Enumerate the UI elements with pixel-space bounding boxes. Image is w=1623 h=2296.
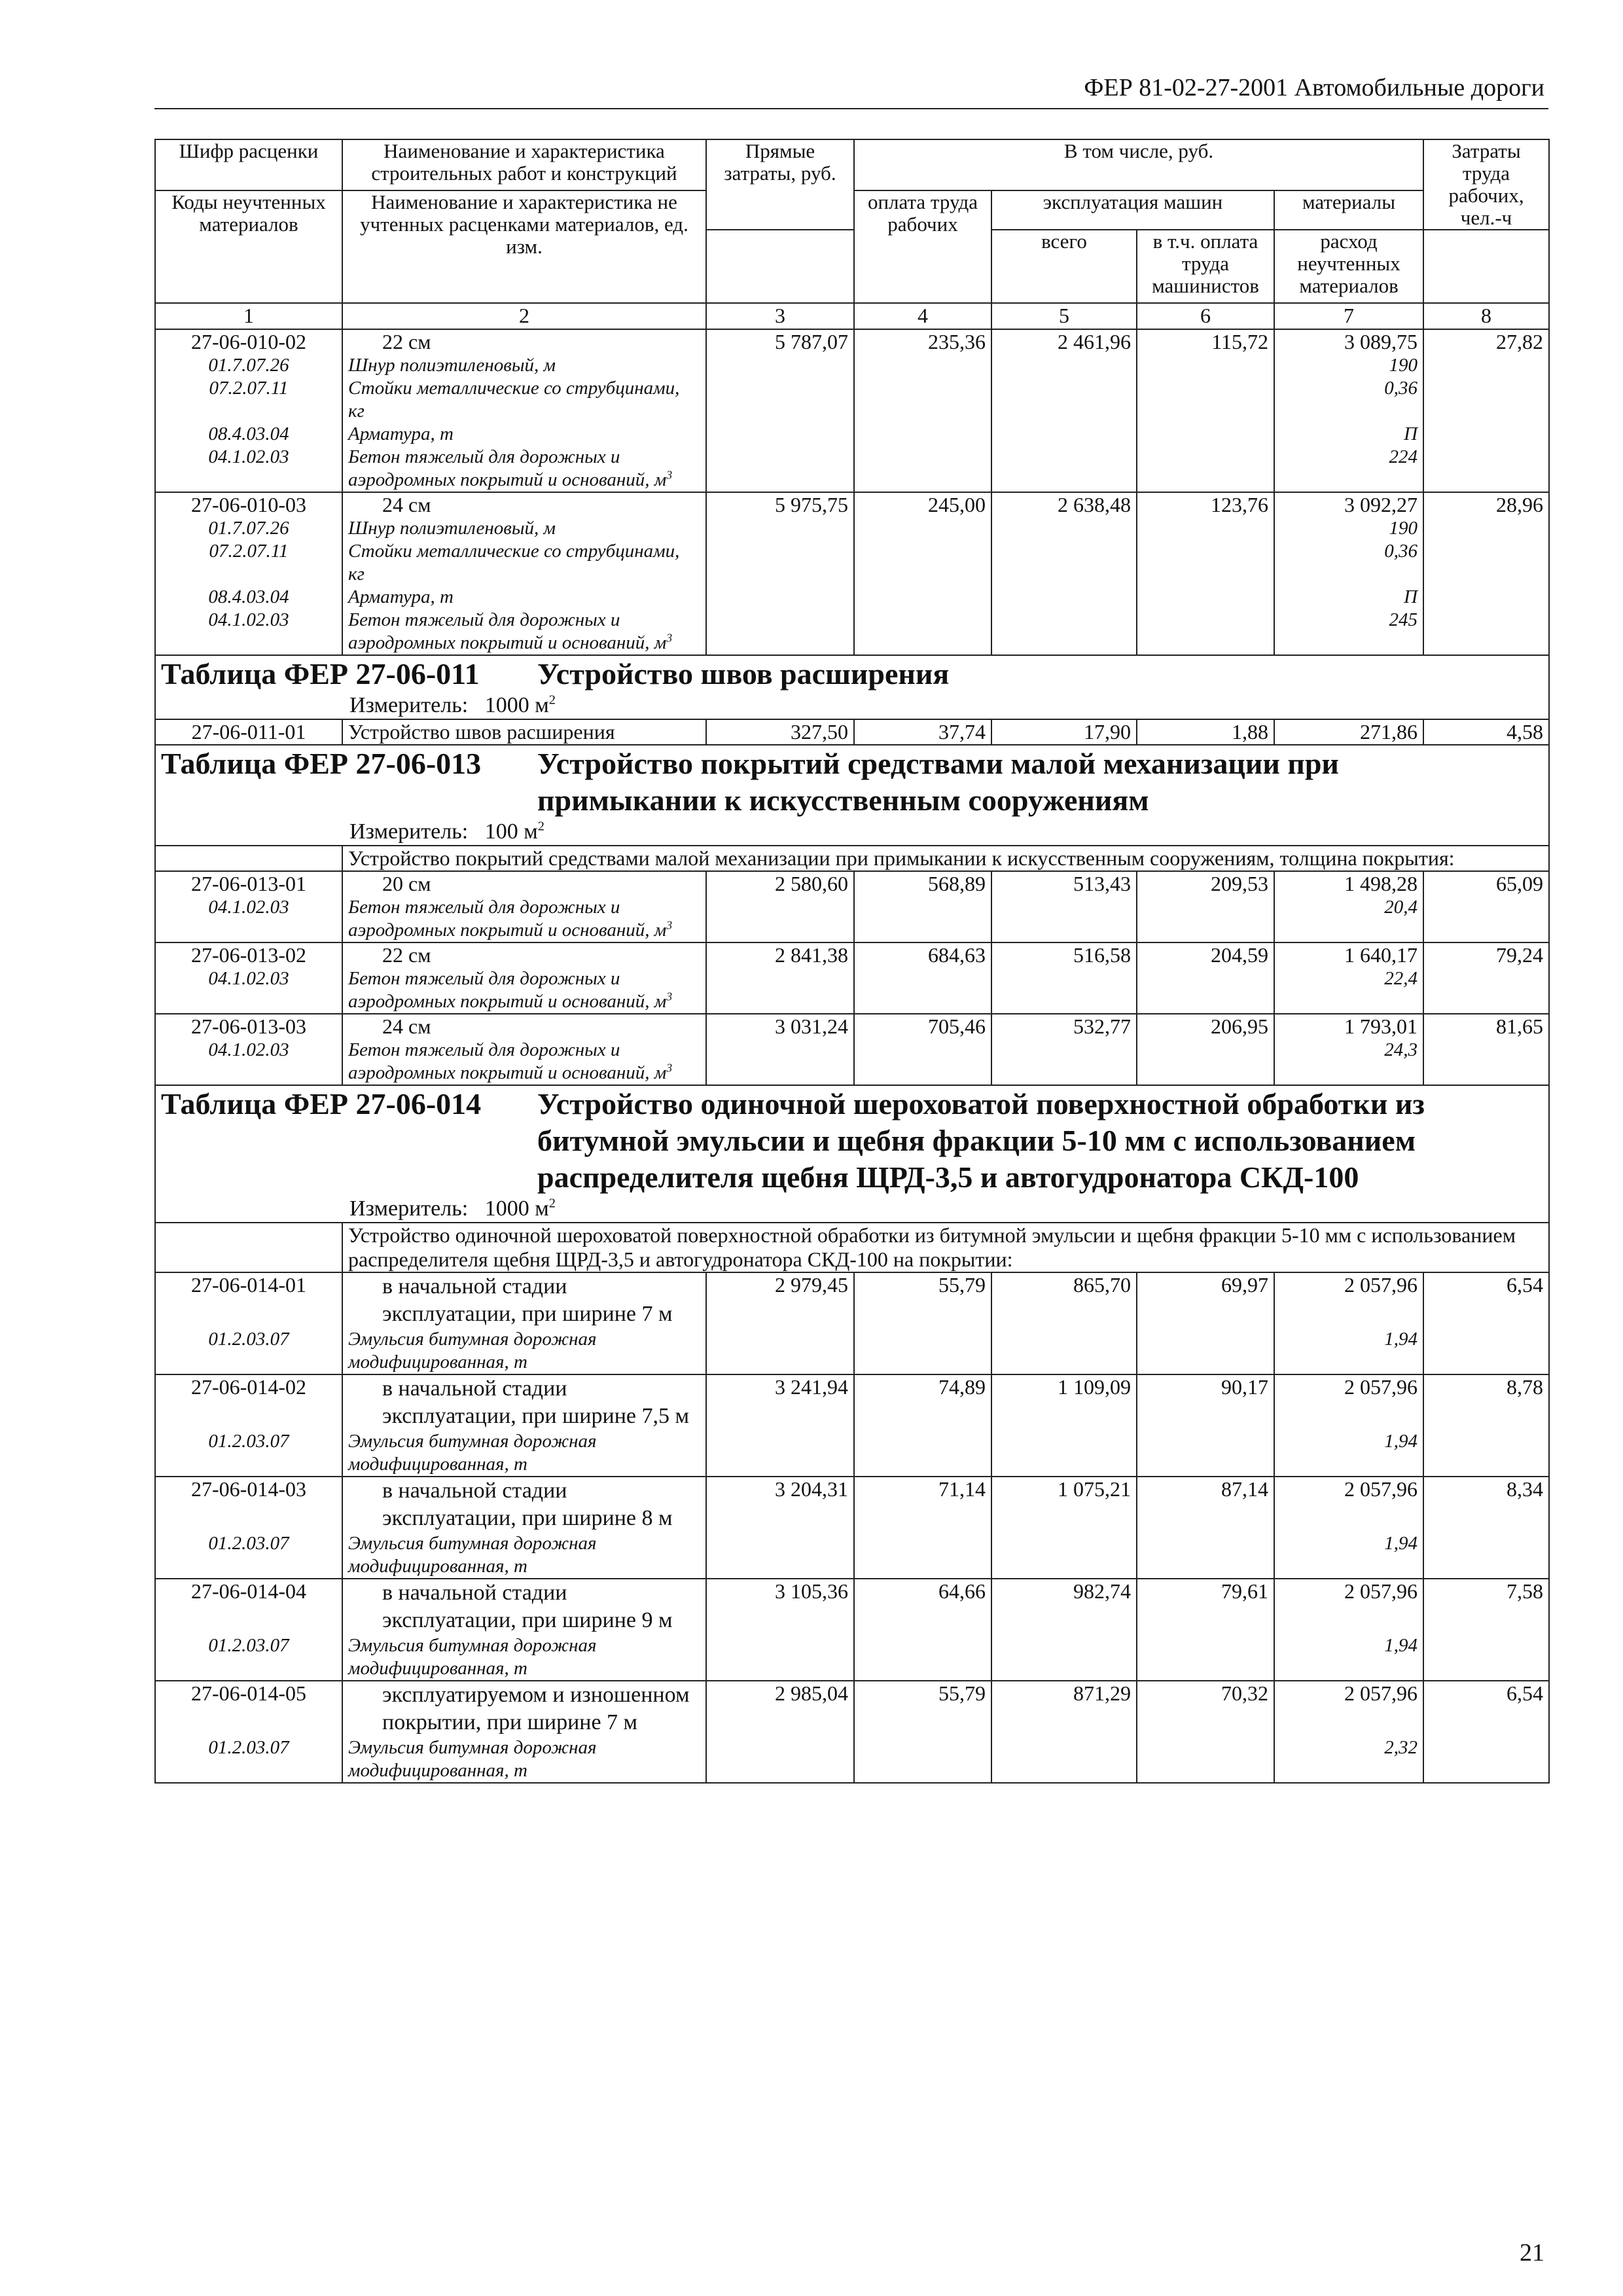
- header-worker-pay: оплата труда рабочих: [854, 190, 991, 303]
- material-row: 01.7.07.26 Шнур полиэтиленовый, м 190: [155, 517, 1549, 540]
- header-material-consumption: расход неучтенных материалов: [1274, 230, 1423, 303]
- header-labor-hours: Затраты труда рабочих, чел.-ч: [1423, 139, 1549, 230]
- material-row: 08.4.03.04 Арматура, т П: [155, 586, 1549, 609]
- lead-text: Устройство покрытий средствами малой механизации при примыкании к искусственным сооружениям, толщина покрытия:: [342, 846, 1549, 871]
- table-row: 27-06-013-03 24 см 3 031,24 705,46 532,77 206,95 1 793,01 81,65: [155, 1014, 1549, 1039]
- table-row: 27-06-011-01 Устройство швов расширения 327,50 37,74 17,90 1,88 271,86 4,58: [155, 719, 1549, 745]
- material-row: 04.1.02.03 Бетон тяжелый для дорожных и аэродромных покрытий и оснований, $м^3$ 22,4: [155, 967, 1549, 1014]
- table-row: 27-06-014-03 в начальной стадии эксплуатации, при ширине 8 м 3 204,31 71,14 1 075,21 87,14 2 057,96 8,34: [155, 1477, 1549, 1532]
- header-operator-pay: в т.ч. оплата труда машинистов: [1137, 230, 1274, 303]
- table-row: 27-06-013-01 20 см 2 580,60 568,89 513,43 209,53 1 498,28 65,09: [155, 871, 1549, 896]
- material-row: 01.7.07.26 Шнур полиэтиленовый, м 190: [155, 354, 1549, 377]
- material-row: 01.2.03.07 Эмульсия битумная дорожная модифицированная, т 1,94: [155, 1532, 1549, 1579]
- measure-unit: Измеритель: 100 $м^2$: [349, 819, 544, 844]
- column-numbers-row: 1 2 3 4 5 6 7 8: [155, 303, 1549, 329]
- header-including: В том числе, руб.: [854, 139, 1423, 190]
- header-rate-code: Шифр расценки: [155, 139, 342, 190]
- lead-text: Устройство одиночной шероховатой поверхностной обработки из битумной эмульсии и щебня фракции 5-10 мм с использованием распределителя щебня ЩРД-3,5 и автогудронатора СКД-100 на покрытии:: [342, 1223, 1549, 1272]
- header-direct-costs: Прямые затраты, руб.: [706, 139, 854, 230]
- lead-row: [155, 1223, 1549, 1272]
- header-machines: эксплуатация машин: [991, 190, 1274, 230]
- page-number: 21: [1520, 2239, 1544, 2267]
- header-work-name: Наименование и характеристика строительных работ и конструкций: [342, 139, 706, 190]
- table-title: Устройство одиночной шероховатой поверхностной обработки из битумной эмульсии и щебня фракции 5-10 мм с использованием распределителя щебня ЩРД-3,5 и автогудронатора СКД-100: [537, 1087, 1425, 1194]
- material-row: 04.1.02.03 Бетон тяжелый для дорожных и аэродромных покрытий и оснований, $м^3$ 245: [155, 609, 1549, 655]
- header-materials: материалы: [1274, 190, 1423, 230]
- material-row: 07.2.07.11 Стойки металлические со струбцинами, кг 0,36: [155, 540, 1549, 586]
- running-title: ФЕР 81-02-27-2001 Автомобильные дороги: [1084, 74, 1544, 101]
- material-row: 04.1.02.03 Бетон тяжелый для дорожных и аэродромных покрытий и оснований, $м^3$ 20,4: [155, 896, 1549, 942]
- header-material-names: Наименование и характеристика не учтенных расценками материалов, ед. изм.: [342, 190, 706, 303]
- material-row: 04.1.02.03 Бетон тяжелый для дорожных и аэродромных покрытий и оснований, $м^3$ 224: [155, 446, 1549, 492]
- table-label: Таблица ФЕР 27-06-013: [161, 747, 482, 780]
- header-machines-total: всего: [991, 230, 1137, 303]
- table-title-row: [155, 1085, 1549, 1223]
- measure-unit: Измеритель: 1000 $м^2$: [349, 692, 556, 717]
- measure-unit: Измеритель: 1000 $м^2$: [349, 1196, 556, 1221]
- table-label: Таблица ФЕР 27-06-014: [161, 1087, 482, 1121]
- header-rule: [154, 108, 1548, 109]
- material-row: 08.4.03.04 Арматура, т П: [155, 423, 1549, 446]
- table-title-row: [155, 745, 1549, 846]
- material-row: 01.2.03.07 Эмульсия битумная дорожная модифицированная, т 2,32: [155, 1736, 1549, 1783]
- material-row: 01.2.03.07 Эмульсия битумная дорожная модифицированная, т 1,94: [155, 1634, 1549, 1681]
- table-row: 27-06-010-03 24 см 5 975,75 245,00 2 638,48 123,76 3 092,27 28,96: [155, 492, 1549, 517]
- table-title-row: [155, 655, 1549, 719]
- table-row: 27-06-014-02 в начальной стадии эксплуатации, при ширине 7,5 м 3 241,94 74,89 1 109,09 90,17 2 057,96 8,78: [155, 1374, 1549, 1430]
- material-row: 01.2.03.07 Эмульсия битумная дорожная модифицированная, т 1,94: [155, 1430, 1549, 1477]
- table-row: 27-06-014-01 в начальной стадии эксплуатации, при ширине 7 м 2 979,45 55,79 865,70 69,97 2 057,96 6,54: [155, 1272, 1549, 1328]
- table-row: 27-06-010-02 22 см 5 787,07 235,36 2 461,96 115,72 3 089,75 27,82: [155, 329, 1549, 354]
- table-label: Таблица ФЕР 27-06-011: [161, 657, 480, 691]
- lead-row: [155, 846, 1549, 871]
- header-material-codes: Коды неучтенных материалов: [155, 190, 342, 303]
- material-row: 07.2.07.11 Стойки металлические со струбцинами, кг 0,36: [155, 377, 1549, 423]
- table-header-row-1: [155, 139, 1549, 190]
- table-row: 27-06-014-05 эксплуатируемом и изношенном покрытии, при ширине 7 м 2 985,04 55,79 871,29 70,32 2 057,96 6,54: [155, 1681, 1549, 1736]
- price-table: [154, 139, 1550, 1784]
- material-row: 04.1.02.03 Бетон тяжелый для дорожных и аэродромных покрытий и оснований, $м^3$ 24,3: [155, 1039, 1549, 1085]
- table-row: 27-06-013-02 22 см 2 841,38 684,63 516,58 204,59 1 640,17 79,24: [155, 942, 1549, 967]
- table-title: Устройство покрытий средствами малой механизации при примыкании к искусственным сооружениям: [537, 747, 1339, 817]
- table-title: Устройство швов расширения: [537, 657, 950, 691]
- table-row: 27-06-014-04 в начальной стадии эксплуатации, при ширине 9 м 3 105,36 64,66 982,74 79,61 2 057,96 7,58: [155, 1579, 1549, 1634]
- material-row: 01.2.03.07 Эмульсия битумная дорожная модифицированная, т 1,94: [155, 1328, 1549, 1374]
